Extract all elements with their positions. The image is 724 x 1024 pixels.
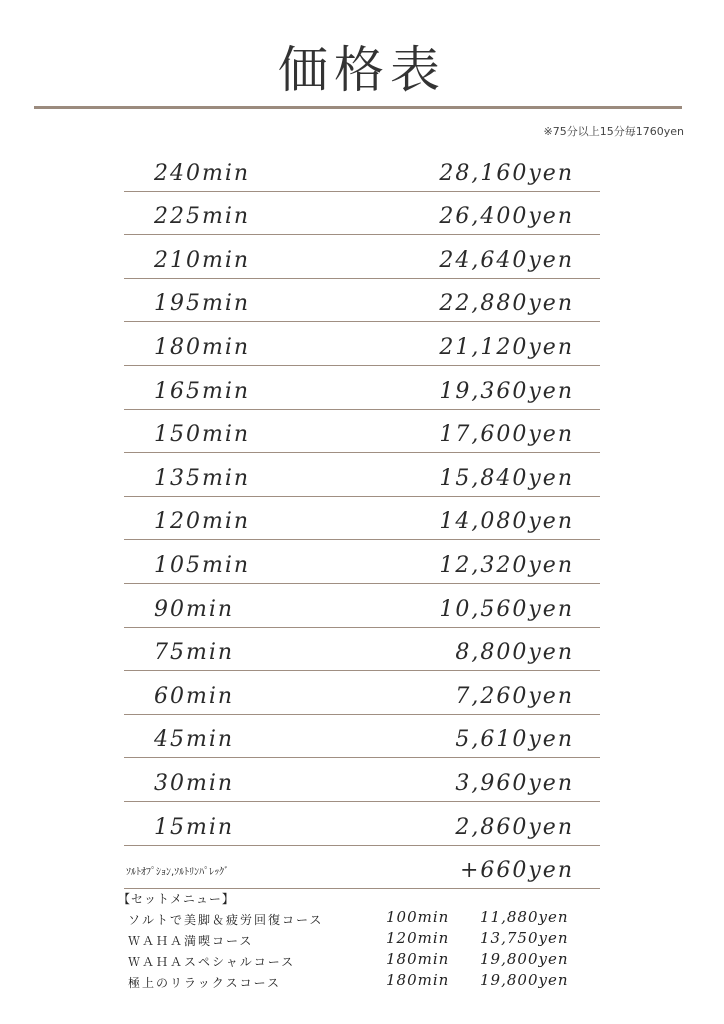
price-row [124,497,600,541]
duration-label: 15min [154,814,235,840]
price-label: 14,080yen [439,509,574,535]
price-label: 21,120yen [439,334,574,360]
set-menu-item [128,971,598,992]
duration-label: 225min [154,204,251,230]
set-menu-header: 【セットメニュー】 [118,892,235,906]
set-menu-list [128,908,598,992]
duration-label: 150min [154,422,251,448]
price-row [124,802,600,846]
set-menu-item [128,929,598,950]
option-label: ｿﾙﾄｵﾌﾟｼｮﾝ,ｿﾙﾄﾘﾝﾊﾟﾚｯｸﾞ [126,867,230,879]
price-row [124,322,600,366]
price-row [124,148,600,192]
set-menu-name: ＷＡＨＡスペシャルコース [128,955,296,969]
price-label: 26,400yen [439,204,574,230]
price-label: 3,960yen [455,770,574,796]
set-menu-item [128,908,598,929]
price-label: 17,600yen [439,422,574,448]
price-label: 12,320yen [439,552,574,578]
extension-note: ※75分以上15分毎1760yen [543,125,684,138]
price-row [124,410,600,454]
option-row [124,846,600,890]
duration-label: 30min [154,770,235,796]
set-menu-name: ソルトで美脚＆疲労回復コース [128,913,324,927]
duration-label: 240min [154,160,251,186]
price-label: 28,160yen [439,160,574,186]
price-table [124,148,600,889]
price-row [124,279,600,323]
set-menu-duration: 180min [386,950,450,968]
duration-label: 120min [154,509,251,535]
title-divider [34,106,682,109]
price-row [124,715,600,759]
duration-label: 135min [154,465,251,491]
duration-label: 75min [154,640,235,666]
set-menu-price: 19,800yen [480,950,569,968]
price-label: 2,860yen [455,814,574,840]
price-row [124,628,600,672]
price-label: 24,640yen [439,247,574,273]
duration-label: 90min [154,596,235,622]
duration-label: 165min [154,378,251,404]
price-row [124,671,600,715]
price-row [124,235,600,279]
set-menu-item [128,950,598,971]
duration-label: 195min [154,291,251,317]
price-row [124,758,600,802]
set-menu-price: 19,800yen [480,971,569,989]
price-row [124,540,600,584]
price-row [124,453,600,497]
price-label: 19,360yen [439,378,574,404]
duration-label: 60min [154,683,235,709]
price-row [124,366,600,410]
price-label: 5,610yen [455,727,574,753]
price-label: 22,880yen [439,291,574,317]
price-label: 7,260yen [455,683,574,709]
set-menu-duration: 100min [386,908,450,926]
price-label: 15,840yen [439,465,574,491]
set-menu-name: ＷＡＨＡ満喫コース [128,934,254,948]
page-title: 価格表 [278,41,446,99]
price-row [124,192,600,236]
price-label: 8,800yen [455,640,574,666]
price-label: 10,560yen [439,596,574,622]
set-menu-price: 11,880yen [480,908,569,926]
option-price: +660yen [459,858,574,884]
price-row [124,584,600,628]
set-menu-duration: 120min [386,929,450,947]
set-menu-price: 13,750yen [480,929,569,947]
duration-label: 210min [154,247,251,273]
set-menu-duration: 180min [386,971,450,989]
duration-label: 105min [154,552,251,578]
duration-label: 45min [154,727,235,753]
set-menu-name: 極上のリラックスコース [128,976,282,990]
duration-label: 180min [154,334,251,360]
